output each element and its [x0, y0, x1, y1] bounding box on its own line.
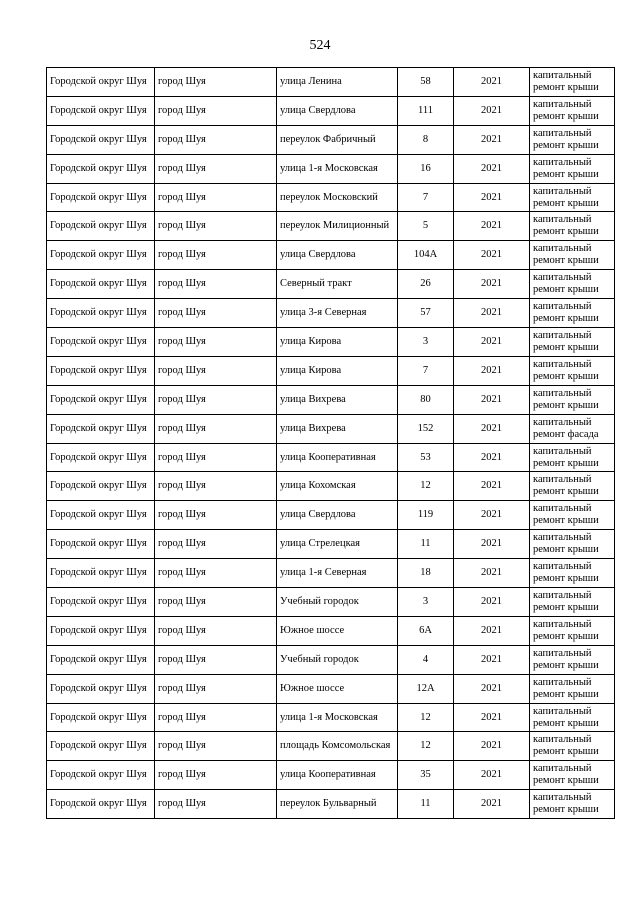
district-cell: Городской округ Шуя	[47, 241, 155, 270]
year-cell: 2021	[454, 559, 530, 588]
city-cell: город Шуя	[155, 125, 277, 154]
house-number-cell: 18	[398, 559, 454, 588]
work-type-cell: капитальный ремонт крыши	[530, 703, 615, 732]
city-cell: город Шуя	[155, 68, 277, 97]
district-cell: Городской округ Шуя	[47, 530, 155, 559]
city-cell: город Шуя	[155, 443, 277, 472]
work-type-cell: капитальный ремонт крыши	[530, 125, 615, 154]
table-row	[47, 328, 615, 357]
year-cell: 2021	[454, 703, 530, 732]
city-cell: город Шуя	[155, 559, 277, 588]
work-type-cell: капитальный ремонт крыши	[530, 674, 615, 703]
district-cell: Городской округ Шуя	[47, 616, 155, 645]
work-type-cell: капитальный ремонт крыши	[530, 645, 615, 674]
year-cell: 2021	[454, 96, 530, 125]
district-cell: Городской округ Шуя	[47, 790, 155, 819]
year-cell: 2021	[454, 356, 530, 385]
table-body	[47, 68, 615, 819]
city-cell: город Шуя	[155, 645, 277, 674]
work-type-cell: капитальный ремонт крыши	[530, 68, 615, 97]
house-number-cell: 57	[398, 299, 454, 328]
city-cell: город Шуя	[155, 385, 277, 414]
year-cell: 2021	[454, 732, 530, 761]
work-type-cell: капитальный ремонт крыши	[530, 212, 615, 241]
district-cell: Городской округ Шуя	[47, 299, 155, 328]
table-row	[47, 414, 615, 443]
street-cell: переулок Бульварный	[277, 790, 398, 819]
house-number-cell: 12	[398, 472, 454, 501]
house-number-cell: 26	[398, 270, 454, 299]
street-cell: улица Вихрева	[277, 385, 398, 414]
city-cell: город Шуя	[155, 472, 277, 501]
house-number-cell: 12А	[398, 674, 454, 703]
table-row	[47, 501, 615, 530]
work-type-cell: капитальный ремонт крыши	[530, 96, 615, 125]
work-type-cell: капитальный ремонт крыши	[530, 472, 615, 501]
table-row	[47, 356, 615, 385]
district-cell: Городской округ Шуя	[47, 588, 155, 617]
house-number-cell: 11	[398, 790, 454, 819]
house-number-cell: 11	[398, 530, 454, 559]
table-row	[47, 96, 615, 125]
city-cell: город Шуя	[155, 328, 277, 357]
street-cell: улица 1-я Северная	[277, 559, 398, 588]
table-row	[47, 443, 615, 472]
city-cell: город Шуя	[155, 732, 277, 761]
work-type-cell: капитальный ремонт крыши	[530, 530, 615, 559]
work-type-cell: капитальный ремонт крыши	[530, 443, 615, 472]
district-cell: Городской округ Шуя	[47, 703, 155, 732]
work-type-cell: капитальный ремонт крыши	[530, 356, 615, 385]
city-cell: город Шуя	[155, 703, 277, 732]
house-number-cell: 7	[398, 356, 454, 385]
street-cell: улица 1-я Московская	[277, 703, 398, 732]
work-type-cell: капитальный ремонт крыши	[530, 616, 615, 645]
work-type-cell: капитальный ремонт крыши	[530, 501, 615, 530]
year-cell: 2021	[454, 154, 530, 183]
city-cell: город Шуя	[155, 674, 277, 703]
work-type-cell: капитальный ремонт крыши	[530, 299, 615, 328]
house-number-cell: 3	[398, 328, 454, 357]
table-row	[47, 530, 615, 559]
city-cell: город Шуя	[155, 761, 277, 790]
district-cell: Городской округ Шуя	[47, 674, 155, 703]
street-cell: Южное шоссе	[277, 616, 398, 645]
street-cell: улица Вихрева	[277, 414, 398, 443]
city-cell: город Шуя	[155, 530, 277, 559]
year-cell: 2021	[454, 761, 530, 790]
work-type-cell: капитальный ремонт крыши	[530, 154, 615, 183]
year-cell: 2021	[454, 328, 530, 357]
year-cell: 2021	[454, 414, 530, 443]
district-cell: Городской округ Шуя	[47, 125, 155, 154]
year-cell: 2021	[454, 385, 530, 414]
table-row	[47, 703, 615, 732]
city-cell: город Шуя	[155, 414, 277, 443]
work-type-cell: капитальный ремонт крыши	[530, 732, 615, 761]
year-cell: 2021	[454, 68, 530, 97]
street-cell: улица Кирова	[277, 328, 398, 357]
district-cell: Городской округ Шуя	[47, 414, 155, 443]
city-cell: город Шуя	[155, 588, 277, 617]
street-cell: переулок Московский	[277, 183, 398, 212]
house-number-cell: 119	[398, 501, 454, 530]
work-type-cell: капитальный ремонт крыши	[530, 328, 615, 357]
page-number: 524	[309, 38, 331, 53]
district-cell: Городской округ Шуя	[47, 385, 155, 414]
work-type-cell: капитальный ремонт крыши	[530, 270, 615, 299]
table-row	[47, 154, 615, 183]
street-cell: улица Кохомская	[277, 472, 398, 501]
city-cell: город Шуя	[155, 501, 277, 530]
work-type-cell: капитальный ремонт крыши	[530, 241, 615, 270]
street-cell: площадь Комсомольская	[277, 732, 398, 761]
city-cell: город Шуя	[155, 96, 277, 125]
year-cell: 2021	[454, 588, 530, 617]
year-cell: 2021	[454, 183, 530, 212]
street-cell: Северный тракт	[277, 270, 398, 299]
year-cell: 2021	[454, 616, 530, 645]
year-cell: 2021	[454, 674, 530, 703]
table-row	[47, 385, 615, 414]
city-cell: город Шуя	[155, 183, 277, 212]
city-cell: город Шуя	[155, 270, 277, 299]
street-cell: переулок Фабричный	[277, 125, 398, 154]
table-row	[47, 761, 615, 790]
district-cell: Городской округ Шуя	[47, 472, 155, 501]
year-cell: 2021	[454, 501, 530, 530]
district-cell: Городской округ Шуя	[47, 645, 155, 674]
street-cell: улица 3-я Северная	[277, 299, 398, 328]
house-number-cell: 12	[398, 732, 454, 761]
house-number-cell: 16	[398, 154, 454, 183]
year-cell: 2021	[454, 212, 530, 241]
table-row	[47, 674, 615, 703]
district-cell: Городской округ Шуя	[47, 68, 155, 97]
district-cell: Городской округ Шуя	[47, 732, 155, 761]
work-type-cell: капитальный ремонт крыши	[530, 385, 615, 414]
district-cell: Городской округ Шуя	[47, 183, 155, 212]
street-cell: улица 1-я Московская	[277, 154, 398, 183]
work-type-cell: капитальный ремонт крыши	[530, 761, 615, 790]
house-number-cell: 8	[398, 125, 454, 154]
table-row	[47, 183, 615, 212]
street-cell: улица Ленина	[277, 68, 398, 97]
city-cell: город Шуя	[155, 356, 277, 385]
city-cell: город Шуя	[155, 241, 277, 270]
year-cell: 2021	[454, 790, 530, 819]
work-type-cell: капитальный ремонт крыши	[530, 559, 615, 588]
table-row	[47, 68, 615, 97]
district-cell: Городской округ Шуя	[47, 328, 155, 357]
house-number-cell: 3	[398, 588, 454, 617]
house-number-cell: 6А	[398, 616, 454, 645]
city-cell: город Шуя	[155, 790, 277, 819]
district-cell: Городской округ Шуя	[47, 96, 155, 125]
street-cell: Южное шоссе	[277, 674, 398, 703]
work-type-cell: капитальный ремонт фасада	[530, 414, 615, 443]
table-row	[47, 212, 615, 241]
table-row	[47, 241, 615, 270]
city-cell: город Шуя	[155, 212, 277, 241]
street-cell: улица Стрелецкая	[277, 530, 398, 559]
street-cell: переулок Милиционный	[277, 212, 398, 241]
table-row	[47, 559, 615, 588]
district-cell: Городской округ Шуя	[47, 270, 155, 299]
table-row	[47, 732, 615, 761]
year-cell: 2021	[454, 241, 530, 270]
street-cell: улица Кирова	[277, 356, 398, 385]
table-row	[47, 588, 615, 617]
year-cell: 2021	[454, 645, 530, 674]
house-number-cell: 111	[398, 96, 454, 125]
district-cell: Городской округ Шуя	[47, 212, 155, 241]
house-number-cell: 12	[398, 703, 454, 732]
table-row	[47, 616, 615, 645]
street-cell: улица Кооперативная	[277, 443, 398, 472]
city-cell: город Шуя	[155, 616, 277, 645]
house-number-cell: 35	[398, 761, 454, 790]
work-type-cell: капитальный ремонт крыши	[530, 790, 615, 819]
house-number-cell: 4	[398, 645, 454, 674]
street-cell: улица Свердлова	[277, 241, 398, 270]
city-cell: город Шуя	[155, 299, 277, 328]
repair-registry-table	[46, 67, 615, 819]
house-number-cell: 58	[398, 68, 454, 97]
district-cell: Городской округ Шуя	[47, 356, 155, 385]
house-number-cell: 53	[398, 443, 454, 472]
house-number-cell: 80	[398, 385, 454, 414]
house-number-cell: 5	[398, 212, 454, 241]
street-cell: улица Свердлова	[277, 96, 398, 125]
district-cell: Городской округ Шуя	[47, 559, 155, 588]
street-cell: Учебный городок	[277, 588, 398, 617]
table-row	[47, 472, 615, 501]
district-cell: Городской округ Шуя	[47, 761, 155, 790]
table-row	[47, 125, 615, 154]
year-cell: 2021	[454, 270, 530, 299]
street-cell: Учебный городок	[277, 645, 398, 674]
district-cell: Городской округ Шуя	[47, 443, 155, 472]
table-row	[47, 299, 615, 328]
year-cell: 2021	[454, 443, 530, 472]
year-cell: 2021	[454, 299, 530, 328]
work-type-cell: капитальный ремонт крыши	[530, 183, 615, 212]
street-cell: улица Свердлова	[277, 501, 398, 530]
street-cell: улица Кооперативная	[277, 761, 398, 790]
house-number-cell: 7	[398, 183, 454, 212]
table-row	[47, 270, 615, 299]
year-cell: 2021	[454, 125, 530, 154]
house-number-cell: 104А	[398, 241, 454, 270]
table-row	[47, 790, 615, 819]
year-cell: 2021	[454, 472, 530, 501]
work-type-cell: капитальный ремонт крыши	[530, 588, 615, 617]
district-cell: Городской округ Шуя	[47, 501, 155, 530]
house-number-cell: 152	[398, 414, 454, 443]
year-cell: 2021	[454, 530, 530, 559]
table-row	[47, 645, 615, 674]
city-cell: город Шуя	[155, 154, 277, 183]
district-cell: Городской округ Шуя	[47, 154, 155, 183]
